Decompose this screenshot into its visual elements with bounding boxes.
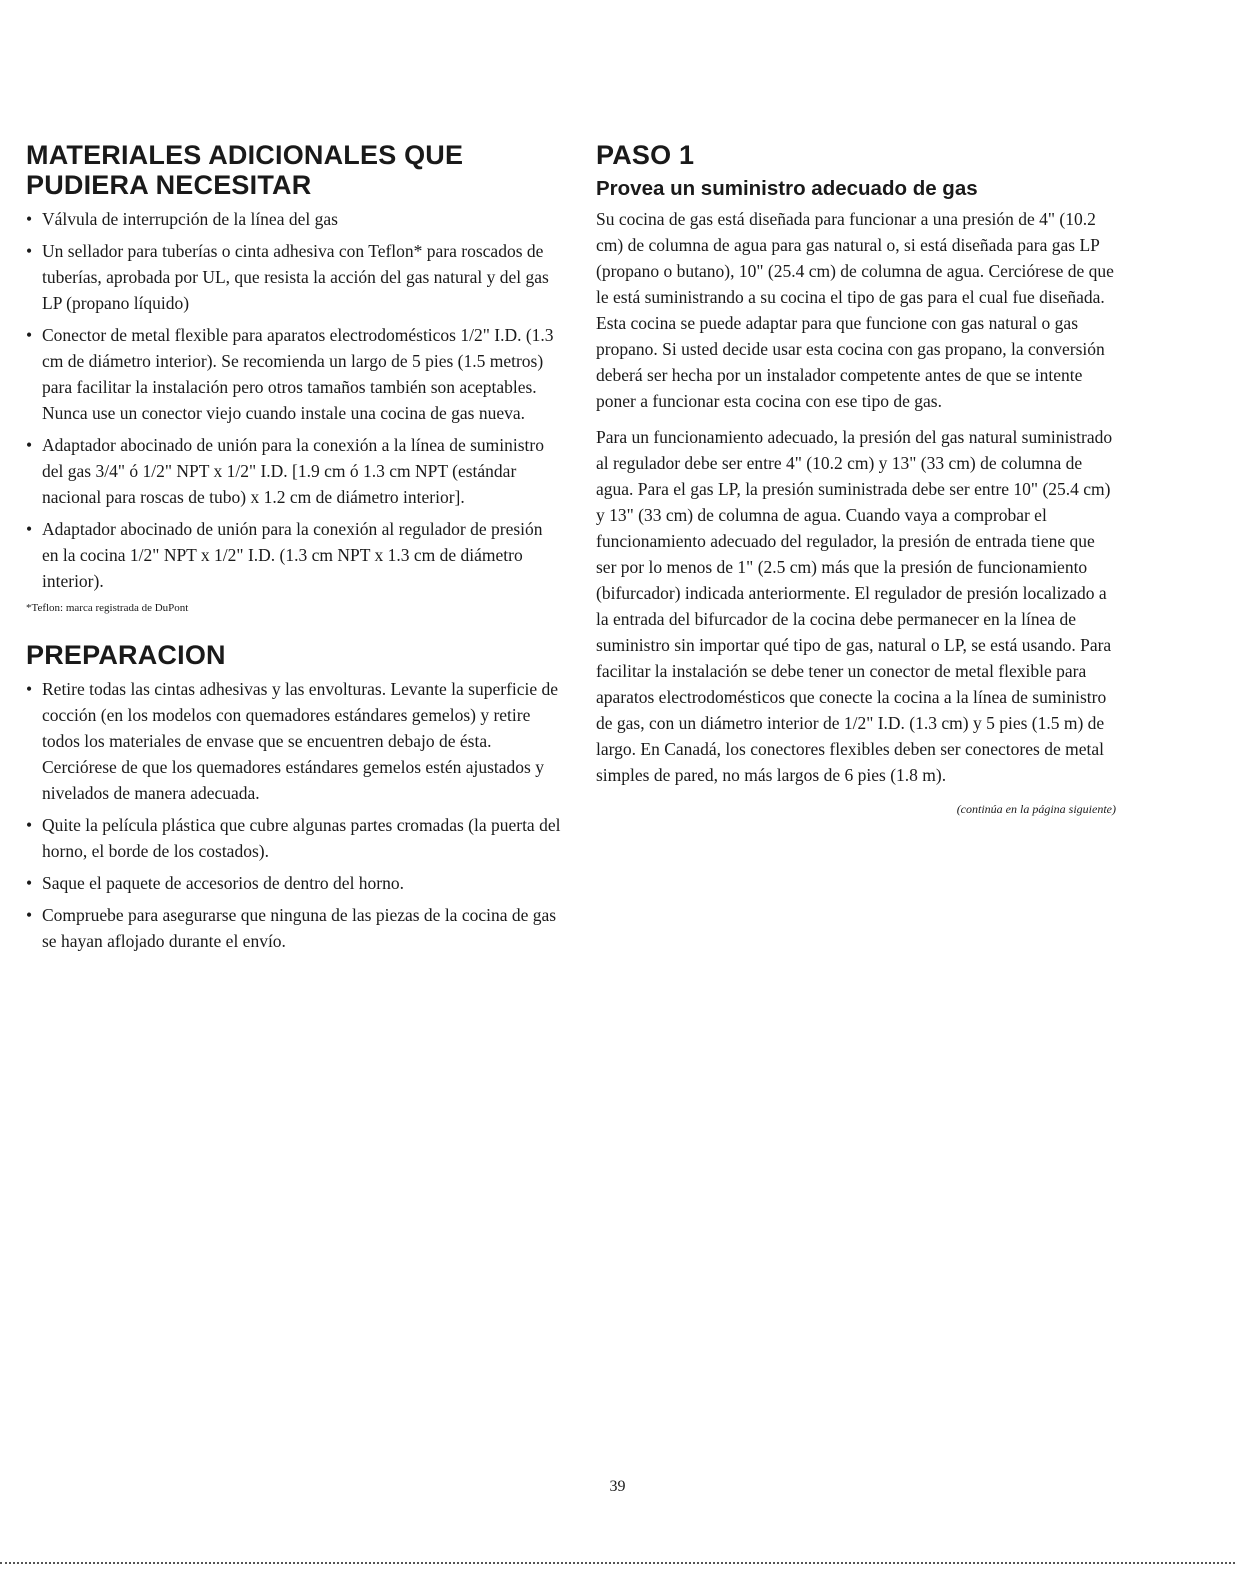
paso-heading: PASO 1	[596, 140, 695, 170]
teflon-footnote: *Teflon: marca registrada de DuPont	[26, 602, 189, 614]
left-column	[26, 140, 561, 960]
paso-paragraph: Su cocina de gas está diseñada para funcionar a una presión de 4" (10.2 cm) de columna de agua para gas natural o, si está diseñada para gas LP (propano o butano), 10" (25.4 cm) de columna de agua. Cerciórese de que le está suministrando a su cocina el tipo de gas para el cual fue diseñada. Esta cocina se puede adaptar para que funcione con gas natural o gas propano. Si usted decide usar esta cocina con gas propano, la conversión deberá ser hecha por un instalador competente antes de que se intente poner a funcionar esta cocina con ese tipo de gas.	[596, 209, 1114, 411]
page-number: 39	[609, 1478, 626, 1495]
bottom-divider	[0, 1562, 1235, 1566]
materiales-heading: MATERIALES ADICIONALES QUE PUDIERA NECESITAR	[26, 140, 464, 200]
list-item: • Saque el paquete de accesorios de dentro del horno.	[26, 870, 561, 896]
right-column	[596, 140, 1116, 817]
list-item: • Compruebe para asegurarse que ninguna de las piezas de la cocina de gas se hayan aflojado durante el envío.	[26, 902, 561, 954]
continue-note: (continúa en la página siguiente)	[956, 802, 1116, 816]
list-item: • Válvula de interrupción de la línea del gas	[26, 206, 561, 232]
list-item: • Un sellador para tuberías o cinta adhesiva con Teflon* para roscados de tuberías, aprobada por UL, que resista la acción del gas natural y del gas LP (propano líquido)	[26, 238, 561, 316]
materiales-list	[26, 206, 561, 594]
list-item: • Conector de metal flexible para aparatos electrodomésticos 1/2" I.D. (1.3 cm de diámetro interior). Se recomienda un largo de 5 pies (1.5 metros) para facilitar la instalación pero otros tamaños también son aceptables. Nunca use un conector viejo cuando instale una cocina de gas nueva.	[26, 322, 561, 426]
paso-subheading: Provea un suministro adecuado de gas	[596, 177, 978, 200]
preparacion-heading: PREPARACION	[26, 640, 226, 670]
preparacion-list	[26, 676, 561, 954]
list-item: • Retire todas las cintas adhesivas y las envolturas. Levante la superficie de cocción (en los modelos con quemadores estándares gemelos) y retire todos los materiales de envase que se encuentren debajo de ésta. Cerciórese de que los quemadores estándares gemelos estén ajustados y nivelados de manera adecuada.	[26, 676, 561, 806]
list-item: • Adaptador abocinado de unión para la conexión al regulador de presión en la cocina 1/2" NPT x 1/2" I.D. (1.3 cm NPT x 1.3 cm de diámetro interior).	[26, 516, 561, 594]
list-item: • Quite la película plástica que cubre algunas partes cromadas (la puerta del horno, el borde de los costados).	[26, 812, 561, 864]
paso-paragraph: Para un funcionamiento adecuado, la presión del gas natural suministrado al regulador debe ser entre 4" (10.2 cm) y 13" (33 cm) de columna de agua. Para el gas LP, la presión suministrada debe ser entre 10" (25.4 cm) y 13" (33 cm) de columna de agua. Cuando vaya a comprobar el funcionamiento adecuado del regulador, la presión de entrada tiene que ser por lo menos de 1" (2.5 cm) más que la presión de funcionamiento (bifurcador) indicada anteriormente. El regulador de presión localizado a la entrada del bifurcador de la cocina debe permanecer en la línea de suministro sin importar qué tipo de gas, natural o LP, se está usando. Para facilitar la instalación se debe tener un conector de metal flexible para aparatos electrodomésticos que conecte la cocina a la línea de suministro de gas, con un diámetro interior de 1/2" I.D. (1.3 cm) y 5 pies (1.5 m) de largo. En Canadá, los conectores flexibles deben ser conectores de metal simples de pared, no más largos de 6 pies (1.8 m).	[596, 427, 1113, 785]
list-item: • Adaptador abocinado de unión para la conexión a la línea de suministro del gas 3/4" ó 1/2" NPT x 1/2" I.D. [1.9 cm ó 1.3 cm NPT (estándar nacional para roscas de tubo) x 1.2 cm de diámetro interior].	[26, 432, 561, 510]
